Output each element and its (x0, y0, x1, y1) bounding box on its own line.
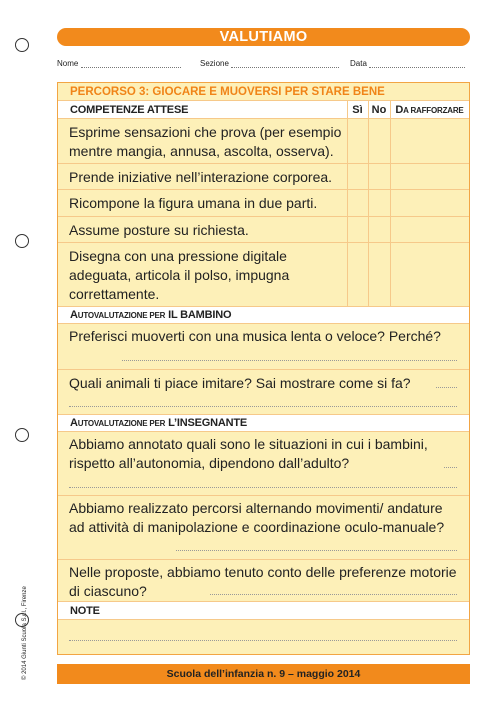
binder-hole (15, 234, 29, 248)
domanda-bambino-row (58, 370, 469, 415)
answer-line[interactable] (69, 406, 457, 407)
autovalutazione-insegnante-header (58, 415, 469, 432)
date-label: Data (350, 59, 367, 68)
si-header: Sì (352, 104, 363, 116)
answer-line[interactable] (122, 360, 457, 361)
no-header: No (371, 104, 387, 116)
answer-line[interactable] (444, 467, 457, 468)
domanda-insegnante-text: Nelle proposte, abbiamo tenuto conto delle preferenze motorie di ciascuno? (69, 564, 457, 599)
autovalutazione-bambino-header (58, 307, 469, 324)
autovalutazione-insegnante-label: AUTOVALUTAZIONE PER L’INSEGNANTE (70, 417, 248, 429)
date-field[interactable] (350, 59, 465, 68)
page-title: VALUTIAMO (219, 29, 308, 45)
competenze-header: COMPETENZE ATTESE (70, 104, 189, 116)
answer-line[interactable] (69, 640, 457, 641)
copyright-text: © 2014 Giunti Scuola S.r.l., Firenze (22, 586, 28, 680)
competenza-text: Ricompone la figura umana in due parti. (69, 195, 318, 211)
note-label: NOTE (70, 605, 100, 617)
competenza-text: Esprime sensazioni che prova (per esempio mentre mangia, annusa, ascolta, osserva). (69, 124, 342, 159)
answer-line[interactable] (176, 550, 457, 551)
evaluation-sheet (57, 82, 470, 655)
section-field[interactable] (200, 59, 339, 68)
domanda-insegnante-row (58, 496, 469, 560)
domanda-insegnante-row (58, 560, 469, 602)
competenza-text: Prende iniziative nell’interazione corporea. (69, 169, 333, 185)
competenza-text: Assume posture su richiesta. (69, 222, 249, 238)
header-fields (57, 59, 470, 71)
answer-line[interactable] (210, 594, 457, 595)
binder-hole (15, 428, 29, 442)
name-label: Nome (57, 59, 79, 68)
table-header (58, 101, 469, 119)
binder-hole (15, 38, 29, 52)
section-title-row (58, 83, 469, 101)
competenza-row (58, 119, 469, 164)
note-area[interactable] (58, 620, 469, 654)
footer-bar (57, 664, 470, 684)
domanda-bambino-text: Quali animali ti piace imitare? Sai mostrare come si fa? (69, 375, 411, 391)
competenza-row (58, 217, 469, 243)
competenza-row (58, 190, 469, 217)
competenza-row (58, 164, 469, 190)
autovalutazione-bambino-label: AUTOVALUTAZIONE PER IL BAMBINO (70, 309, 232, 321)
competenza-row (58, 243, 469, 307)
note-header (58, 602, 469, 620)
answer-line[interactable] (69, 487, 457, 488)
domanda-insegnante-text: Abbiamo realizzato percorsi alternando movimenti/ andature ad attività di manipolazione e coordinazione oculo-manuale? (69, 500, 445, 535)
section-label: Sezione (200, 59, 229, 68)
footer-text: Scuola dell’infanzia n. 9 – maggio 2014 (166, 668, 361, 680)
title-bar (57, 28, 470, 46)
domanda-bambino-row (58, 324, 469, 370)
domanda-insegnante-row (58, 432, 469, 496)
da-rafforzare-header: DA RAFFORZARE (395, 104, 464, 116)
name-field[interactable] (57, 59, 181, 68)
domanda-bambino-text: Preferisci muoverti con una musica lenta o veloce? Perché? (69, 328, 441, 344)
answer-line[interactable] (436, 387, 457, 388)
domanda-insegnante-text: Abbiamo annotato quali sono le situazioni in cui i bambini, rispetto all’autonomia, dipendono dall’adulto? (69, 436, 428, 471)
section-title: PERCORSO 3: GIOCARE E MUOVERSI PER STARE BENE (70, 86, 385, 98)
competenza-text: Disegna con una pressione digitale adeguata, articola il polso, impugna correttamente. (69, 248, 290, 302)
